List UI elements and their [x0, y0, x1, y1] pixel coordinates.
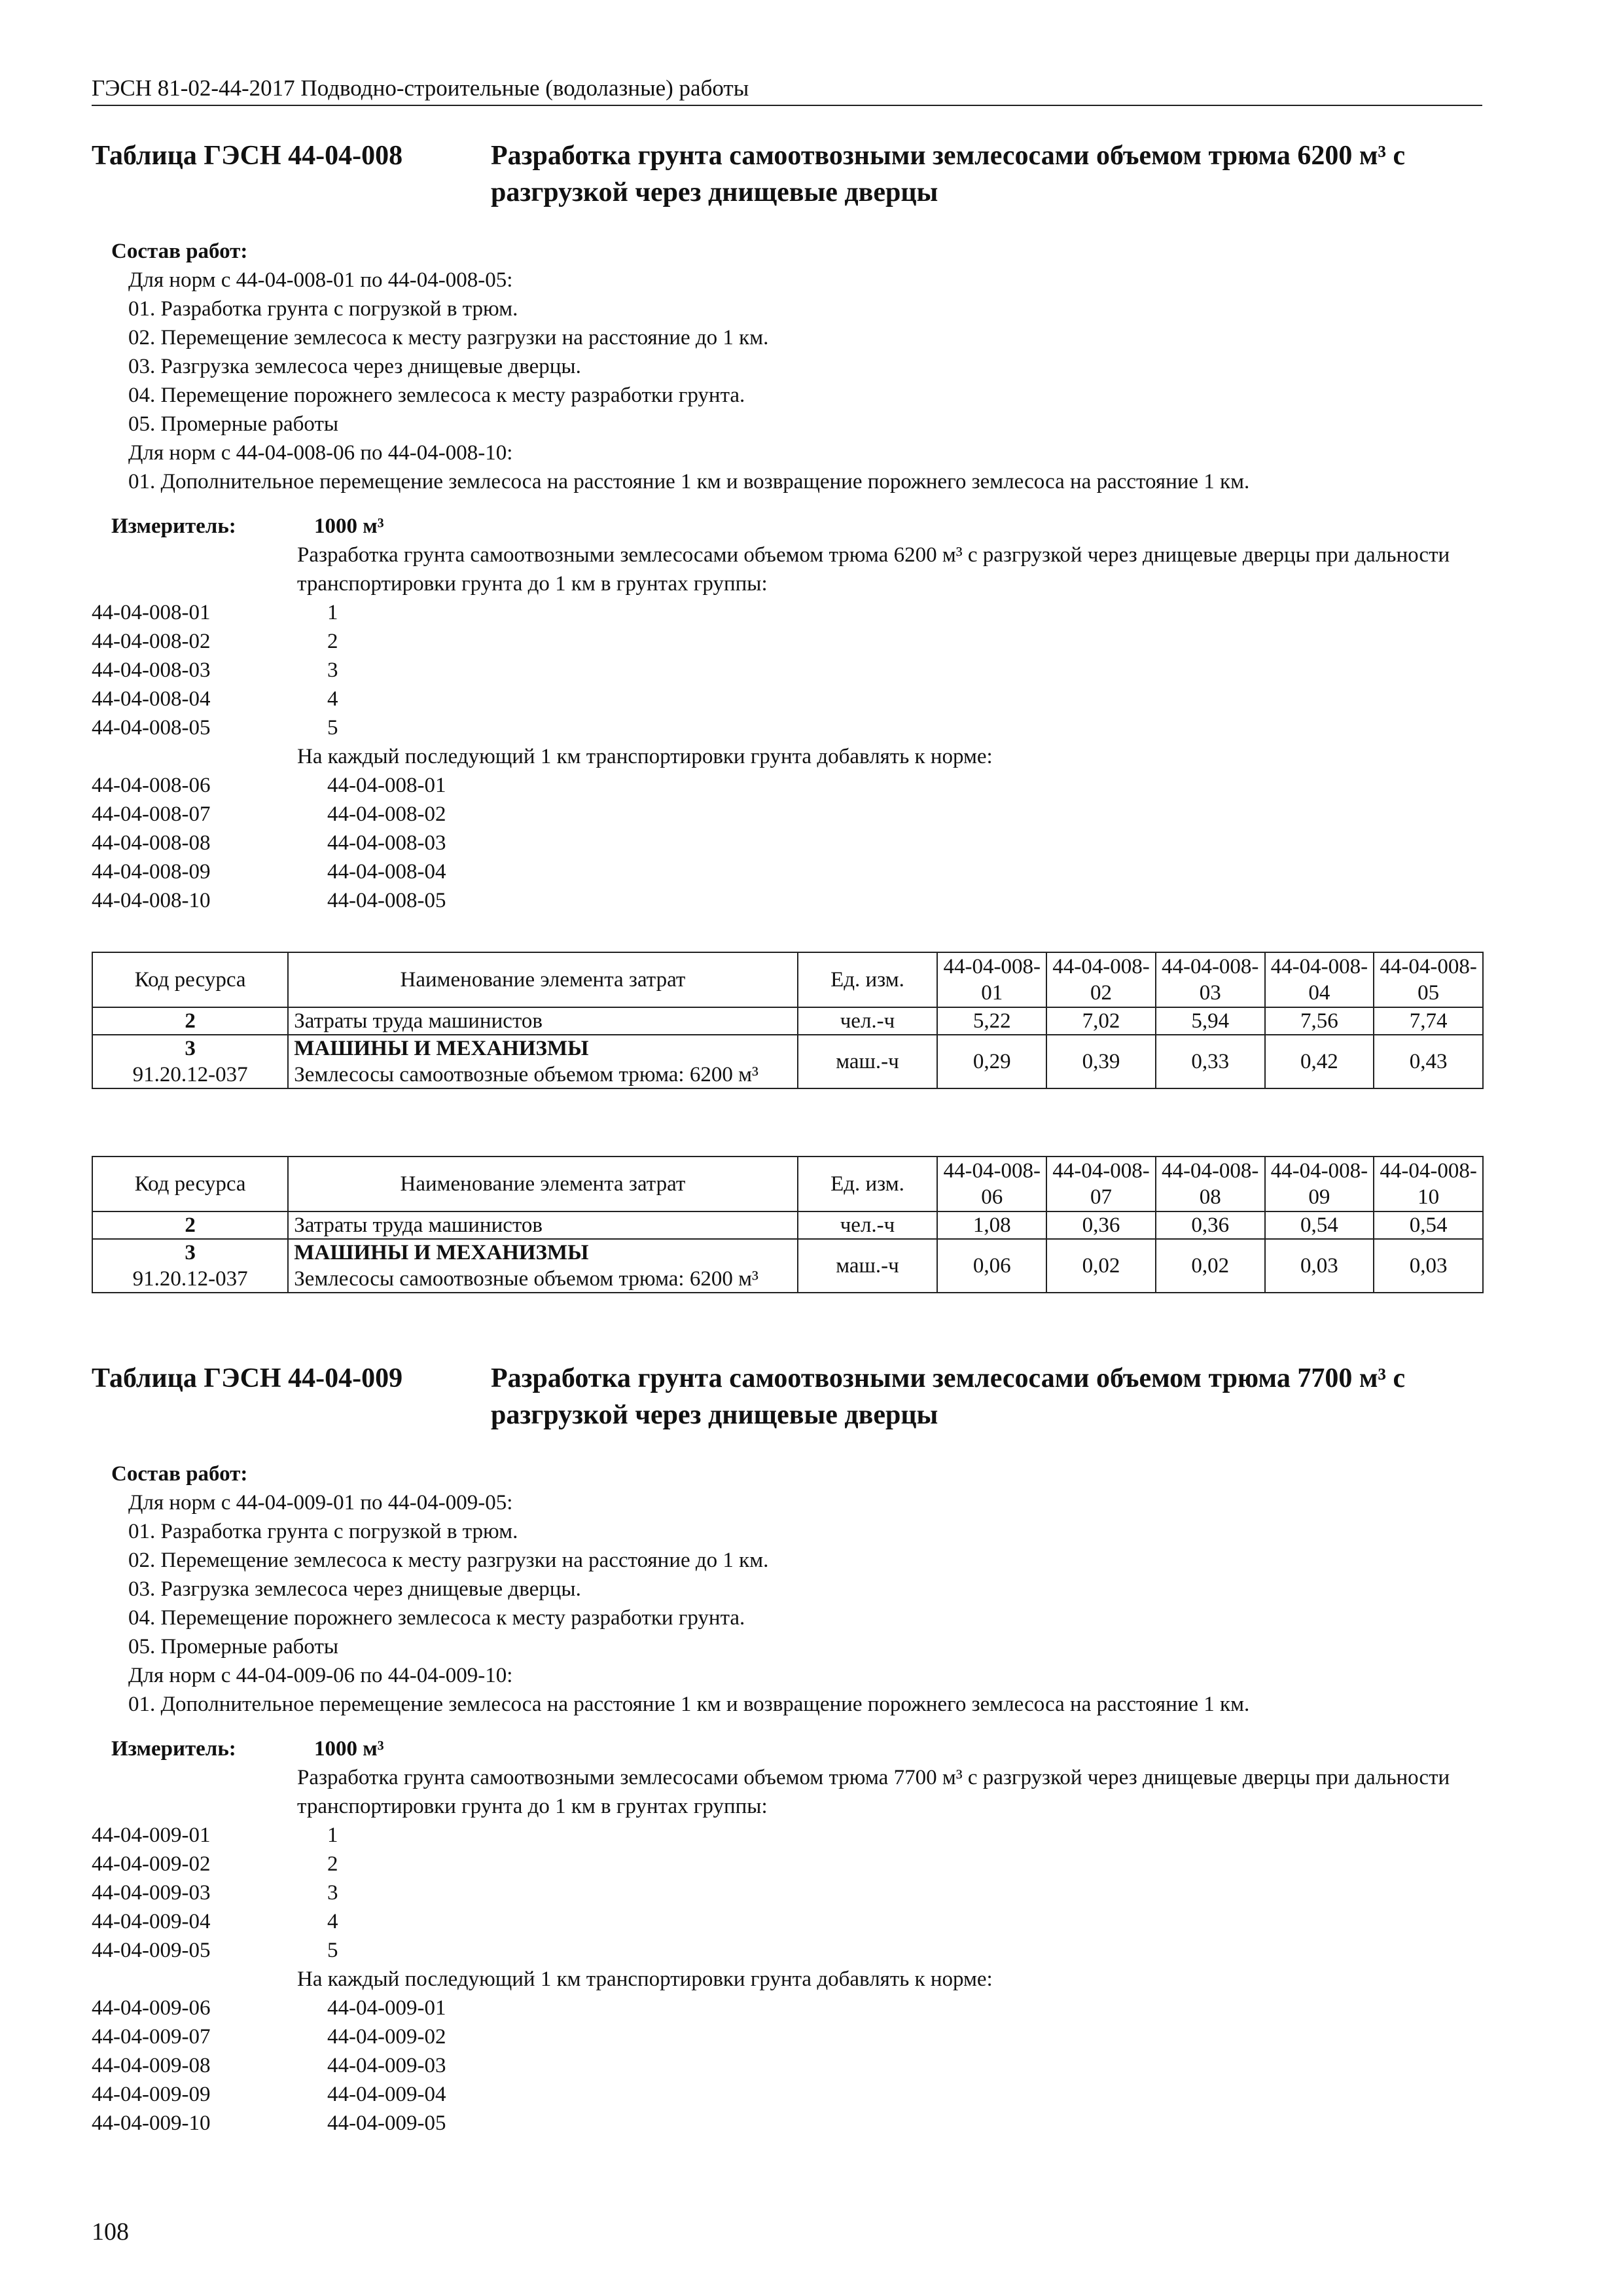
table-row-machines: [92, 1239, 1483, 1293]
resource-value: 0,42: [1265, 1035, 1374, 1088]
norm-value: 44-04-009-03: [327, 2054, 446, 2077]
meter-row: [92, 1734, 1482, 1763]
resource-value: 7,02: [1046, 1007, 1156, 1035]
resource-value: 0,03: [1265, 1239, 1374, 1293]
norm-row: [92, 1994, 1482, 2022]
composition-line: 03. Разгрузка землесоса через днищевые дверцы.: [128, 1577, 581, 1601]
norm-description: Разработка грунта самоотвозными землесосами объемом трюма 7700 м³ с разгрузкой через днищевые дверцы при дальности транспортировки грунта до 1 км в грунтах группы:: [297, 1766, 1450, 1818]
norm-value: 3: [327, 658, 338, 682]
norm-code: 44-04-008-02: [92, 630, 211, 653]
norm-code: 44-04-009-03: [92, 1881, 211, 1905]
resource-value: 0,39: [1046, 1035, 1156, 1088]
norm-row: [92, 1821, 1482, 1850]
group-name: МАШИНЫ И МЕХАНИЗМЫ: [294, 1241, 589, 1265]
norm-row: [92, 713, 1482, 742]
resource-value: 0,43: [1374, 1035, 1483, 1088]
resource-code: 91.20.12-037: [132, 1267, 248, 1291]
header-norm-col: 44-04-008-10: [1374, 1157, 1483, 1211]
table-code: Таблица ГЭСН 44-04-009: [92, 1363, 403, 1393]
header-norm-col: 44-04-008-05: [1374, 952, 1483, 1007]
header-norm-col: 44-04-008-09: [1265, 1157, 1374, 1211]
meter-row: [92, 512, 1482, 541]
norm-code: 44-04-009-02: [92, 1852, 211, 1876]
header-norm-col: 44-04-008-03: [1156, 952, 1265, 1007]
resource-value: 0,36: [1046, 1211, 1156, 1239]
additional-text: На каждый последующий 1 км транспортировки грунта добавлять к норме:: [297, 1967, 993, 1991]
header-norm-col: 44-04-008-04: [1265, 952, 1374, 1007]
header-name: Наименование элемента затрат: [288, 952, 797, 1007]
resource-unit: чел.-ч: [798, 1007, 938, 1035]
resource-value: 1,08: [937, 1211, 1046, 1239]
norm-value: 44-04-009-02: [327, 2025, 446, 2049]
table-header-row: [92, 952, 1483, 1007]
composition-line: Для норм с 44-04-008-06 по 44-04-008-10:: [128, 441, 513, 465]
resource-name: Затраты труда машинистов: [288, 1007, 797, 1035]
resource-name: Землесосы самоотвозные объемом трюма: 6200 м³: [294, 1267, 758, 1291]
header-unit: Ед. изм.: [798, 1157, 938, 1211]
norm-code: 44-04-009-07: [92, 2025, 211, 2049]
header-code: Код ресурса: [92, 952, 288, 1007]
page-number: 108: [92, 2218, 129, 2246]
composition-line: Для норм с 44-04-009-06 по 44-04-009-10:: [128, 1664, 513, 1687]
norm-code: 44-04-009-01: [92, 1823, 211, 1847]
norm-code: 44-04-008-04: [92, 687, 211, 711]
header-norm-col: 44-04-008-08: [1156, 1157, 1265, 1211]
group-code: 3: [185, 1037, 196, 1060]
norm-code: 44-04-008-10: [92, 889, 211, 912]
resource-unit: маш.-ч: [798, 1239, 938, 1293]
meter-label: Измеритель:: [111, 514, 236, 538]
norm-row: [92, 2080, 1482, 2109]
norm-row: [92, 2109, 1482, 2138]
resource-code: 2: [92, 1007, 288, 1035]
norm-code: 44-04-009-06: [92, 1996, 211, 2020]
resource-code: 91.20.12-037: [132, 1063, 248, 1086]
table-row-machines: [92, 1035, 1483, 1088]
norm-value: 4: [327, 1910, 338, 1933]
norm-row: [92, 685, 1482, 713]
norm-value: 2: [327, 1852, 338, 1876]
composition-line: Для норм с 44-04-008-01 по 44-04-008-05:: [128, 268, 513, 292]
norm-row: [92, 857, 1482, 886]
composition-line: 01. Разработка грунта с погрузкой в трюм.: [128, 297, 518, 321]
header-norm-col: 44-04-008-01: [937, 952, 1046, 1007]
norm-value: 2: [327, 630, 338, 653]
resource-value: 0,29: [937, 1035, 1046, 1088]
resource-value: 5,22: [937, 1007, 1046, 1035]
norm-row: [92, 1936, 1482, 1965]
norm-code: 44-04-009-10: [92, 2111, 211, 2135]
norm-row: [92, 886, 1482, 915]
norm-value: 4: [327, 687, 338, 711]
group-name: МАШИНЫ И МЕХАНИЗМЫ: [294, 1037, 589, 1060]
section-44-04-009: [92, 1360, 1482, 2138]
norm-value: 44-04-009-05: [327, 2111, 446, 2135]
composition-title: Состав работ:: [111, 240, 248, 263]
composition-line: 05. Промерные работы: [128, 1635, 339, 1659]
norm-value: 44-04-008-04: [327, 860, 446, 884]
norm-row: [92, 1850, 1482, 1878]
composition-line: Для норм с 44-04-009-01 по 44-04-009-05:: [128, 1491, 513, 1515]
table-row-labor: [92, 1007, 1483, 1035]
norm-code: 44-04-009-04: [92, 1910, 211, 1933]
meter-label: Измеритель:: [111, 1737, 236, 1761]
resource-value: 0,02: [1156, 1239, 1265, 1293]
header-norm-col: 44-04-008-02: [1046, 952, 1156, 1007]
norm-code: 44-04-009-05: [92, 1939, 211, 1962]
norm-code: 44-04-009-09: [92, 2083, 211, 2106]
table-name: Разработка грунта самоотвозными землесосами объемом трюма 7700 м³ с разгрузкой через днищевые дверцы: [491, 1363, 1406, 1430]
header-code: Код ресурса: [92, 1157, 288, 1211]
composition-line: 01. Дополнительное перемещение землесоса на расстояние 1 км и возвращение порожнего землесоса на расстояние 1 км.: [128, 1693, 1250, 1716]
composition-line: 05. Промерные работы: [128, 412, 339, 436]
norm-value: 44-04-008-05: [327, 889, 446, 912]
norm-row: [92, 800, 1482, 829]
norm-row: [92, 656, 1482, 685]
norm-value: 44-04-008-03: [327, 831, 446, 855]
resource-name: Землесосы самоотвозные объемом трюма: 6200 м³: [294, 1063, 758, 1086]
resource-value: 7,56: [1265, 1007, 1374, 1035]
norm-code: 44-04-008-08: [92, 831, 211, 855]
header-norm-col: 44-04-008-07: [1046, 1157, 1156, 1211]
resource-unit: чел.-ч: [798, 1211, 938, 1239]
header-name: Наименование элемента затрат: [288, 1157, 797, 1211]
header-unit: Ед. изм.: [798, 952, 938, 1007]
running-header: ГЭСН 81-02-44-2017 Подводно-строительные (водолазные) работы: [92, 73, 1482, 106]
resource-value: 0,33: [1156, 1035, 1265, 1088]
norm-row: [92, 1878, 1482, 1907]
table-name: Разработка грунта самоотвозными землесосами объемом трюма 6200 м³ с разгрузкой через днищевые дверцы: [491, 141, 1406, 207]
additional-text: На каждый последующий 1 км транспортировки грунта добавлять к норме:: [297, 745, 993, 768]
composition-line: 01. Разработка грунта с погрузкой в трюм.: [128, 1520, 518, 1543]
norm-row: [92, 627, 1482, 656]
table-header-row: [92, 1157, 1483, 1211]
norm-value: 44-04-008-02: [327, 802, 446, 826]
composition-line: 01. Дополнительное перемещение землесоса на расстояние 1 км и возвращение порожнего землесоса на расстояние 1 км.: [128, 470, 1250, 493]
section-44-04-008: [92, 137, 1482, 915]
resource-code: 2: [92, 1211, 288, 1239]
norm-row: [92, 2051, 1482, 2080]
composition-line: 02. Перемещение землесоса к месту разгрузки на расстояние до 1 км.: [128, 326, 769, 350]
resource-value: 0,03: [1374, 1239, 1483, 1293]
norm-description: Разработка грунта самоотвозными землесосами объемом трюма 6200 м³ с разгрузкой через днищевые дверцы при дальности транспортировки грунта до 1 км в грунтах группы:: [297, 543, 1450, 596]
norm-code: 44-04-008-09: [92, 860, 211, 884]
norm-row: [92, 2022, 1482, 2051]
norm-value: 1: [327, 1823, 338, 1847]
resource-value: 0,36: [1156, 1211, 1265, 1239]
resource-name: Затраты труда машинистов: [288, 1211, 797, 1239]
meter-unit: 1000 м³: [314, 1737, 384, 1761]
composition-line: 04. Перемещение порожнего землесоса к месту разработки грунта.: [128, 384, 745, 407]
norm-value: 5: [327, 1939, 338, 1962]
norm-code: 44-04-008-01: [92, 601, 211, 624]
header-norm-col: 44-04-008-06: [937, 1157, 1046, 1211]
table-row-labor: [92, 1211, 1483, 1239]
composition-title: Состав работ:: [111, 1462, 248, 1486]
norm-code: 44-04-008-07: [92, 802, 211, 826]
norm-code: 44-04-008-03: [92, 658, 211, 682]
resource-value: 0,54: [1265, 1211, 1374, 1239]
composition-line: 03. Разгрузка землесоса через днищевые дверцы.: [128, 355, 581, 378]
resource-unit: маш.-ч: [798, 1035, 938, 1088]
norm-code: 44-04-008-06: [92, 774, 211, 797]
group-code: 3: [185, 1241, 196, 1265]
composition-line: 02. Перемещение землесоса к месту разгрузки на расстояние до 1 км.: [128, 1549, 769, 1572]
norm-value: 44-04-009-04: [327, 2083, 446, 2106]
norm-value: 44-04-009-01: [327, 1996, 446, 2020]
norm-code: 44-04-008-05: [92, 716, 211, 740]
resource-table-2: [92, 1156, 1484, 1293]
resource-table-1: [92, 952, 1484, 1089]
composition-line: 04. Перемещение порожнего землесоса к месту разработки грунта.: [128, 1606, 745, 1630]
table-title: [92, 137, 1482, 211]
meter-unit: 1000 м³: [314, 514, 384, 538]
resource-value: 0,54: [1374, 1211, 1483, 1239]
resource-value: 7,74: [1374, 1007, 1483, 1035]
norm-code: 44-04-009-08: [92, 2054, 211, 2077]
table-code: Таблица ГЭСН 44-04-008: [92, 141, 403, 171]
resource-value: 0,02: [1046, 1239, 1156, 1293]
norm-row: [92, 771, 1482, 800]
norm-value: 1: [327, 601, 338, 624]
norm-value: 44-04-008-01: [327, 774, 446, 797]
resource-value: 5,94: [1156, 1007, 1265, 1035]
norm-row: [92, 829, 1482, 857]
table-title: [92, 1360, 1482, 1433]
norm-value: 5: [327, 716, 338, 740]
norm-row: [92, 598, 1482, 627]
norm-row: [92, 1907, 1482, 1936]
resource-value: 0,06: [937, 1239, 1046, 1293]
norm-value: 3: [327, 1881, 338, 1905]
